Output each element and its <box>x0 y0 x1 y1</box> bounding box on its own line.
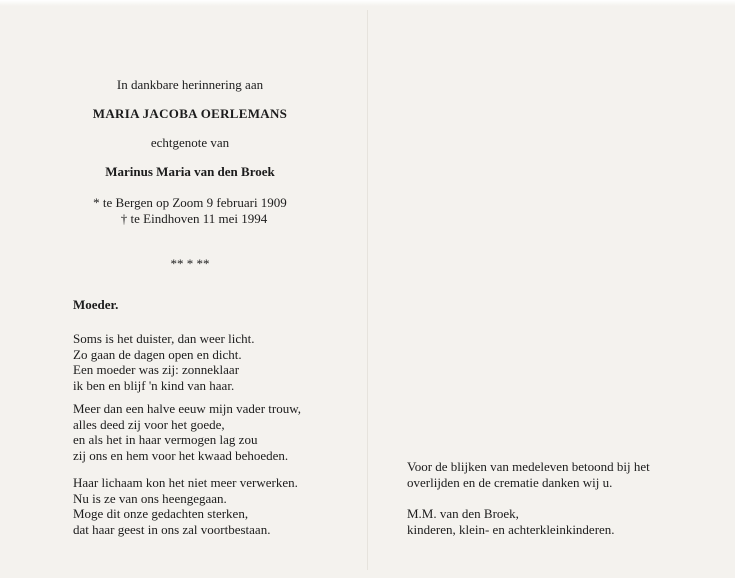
poem-stanza-3 <box>73 475 298 537</box>
poem-line: en als het in haar vermogen lag zou <box>73 432 258 447</box>
poem-line: zij ons en hem voor het kwaad behoeden. <box>73 447 289 463</box>
relation-text: echtgenote van <box>150 135 230 150</box>
poem-line: Nu is ze van ons heengegaan. <box>73 490 227 506</box>
spouse-name: Marinus Maria van den Broek <box>105 164 275 179</box>
signature-block <box>407 506 615 538</box>
poem-line: Soms is het duister, dan weer licht. <box>73 331 255 346</box>
signature-line: kinderen, klein- en achterkleinkinderen. <box>407 522 615 537</box>
poem-line: alles deed zij voor het goede, <box>73 416 225 432</box>
poem-stanza-2 <box>73 401 301 463</box>
poem-title: Moeder. <box>73 297 119 312</box>
deceased-name: MARIA JACOBA OERLEMANS <box>92 106 288 121</box>
poem-line: Moge dit onze gedachten sterken, <box>73 506 249 521</box>
card-fold-line <box>367 10 368 570</box>
poem-line: Een moeder was zij: zonneklaar <box>73 362 240 377</box>
poem-line: Zo gaan de dagen open en dicht. <box>73 346 242 362</box>
poem-line: ik ben en blijf 'n kind van haar. <box>73 377 235 393</box>
birth-line: * te Bergen op Zoom 9 februari 1909 <box>93 195 287 210</box>
card-top-edge <box>0 0 735 6</box>
thanks-message <box>407 459 650 491</box>
signature-line: M.M. van den Broek, <box>407 506 519 521</box>
poem-stanza-1 <box>73 331 254 393</box>
poem-line: dat haar geest in ons zal voortbestaan. <box>73 521 271 537</box>
separator-stars: ** * ** <box>170 256 210 271</box>
thanks-line: overlijden en de crematie danken wij u. <box>407 475 613 490</box>
poem-line: Haar lichaam kon het niet meer verwerken. <box>73 475 298 490</box>
intro-text: In dankbare herinnering aan <box>116 77 264 92</box>
thanks-line: Voor de blijken van medeleven betoond bij het <box>407 459 650 474</box>
poem-line: Meer dan een halve eeuw mijn vader trouw, <box>73 401 302 416</box>
death-line: † te Eindhoven 11 mei 1994 <box>120 211 268 226</box>
